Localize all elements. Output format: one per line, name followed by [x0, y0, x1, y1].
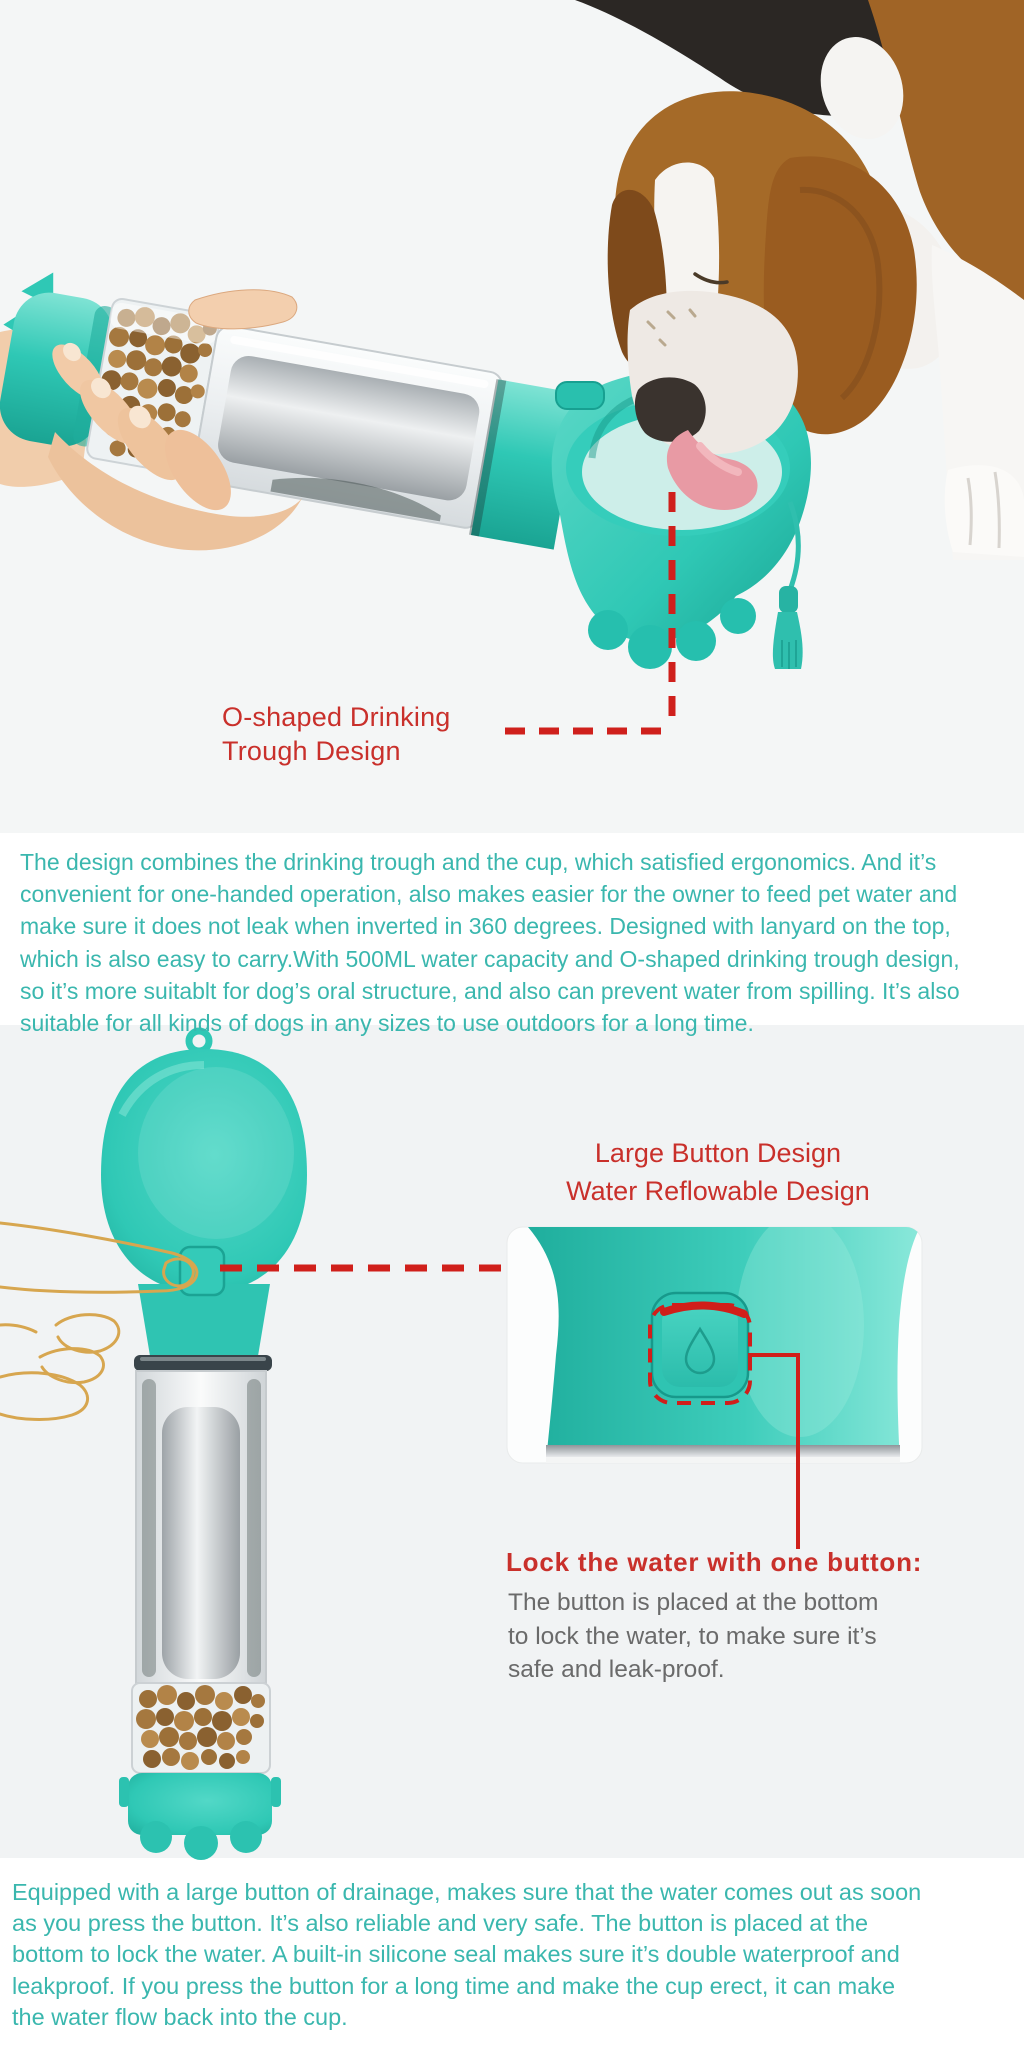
trough-callout-line2: Trough Design	[222, 736, 401, 766]
intro-paragraph	[20, 846, 960, 1039]
holding-hand-and-bottle	[0, 266, 586, 551]
bottom-line: bottom to lock the water. A built-in silicone seal makes sure it’s double waterproof and	[12, 1941, 900, 1968]
feature-heading	[468, 1134, 968, 1210]
trough-callout-line1: O-shaped Drinking	[222, 702, 451, 732]
intro-line: The design combines the drinking trough and the cup, which satisfied ergonomics. And it’s	[20, 849, 937, 875]
bottom-line: leakproof. If you press the button for a long time and make the cup erect, it can make	[12, 1972, 896, 1999]
dog-nose	[635, 377, 706, 441]
intro-line: so it’s more suitablt for dog’s oral structure, and also can prevent water from spilling. It’s also	[20, 977, 960, 1004]
intro-line: convenient for one-handed operation, also makes easier for the owner to feed pet water and	[20, 881, 958, 908]
bottom-paragraph	[12, 1877, 921, 2033]
intro-line: make sure it does not leak when inverted in 360 degrees. Designed with lanyard on the top,	[20, 913, 951, 940]
lock-callout-body	[508, 1586, 878, 1687]
intro-line: suitable for all kinds of dogs in any sizes to use outdoors for a long time.	[20, 1010, 754, 1037]
lock-body-line: The button is placed at the bottom	[508, 1589, 879, 1616]
drinking-trough	[552, 291, 811, 669]
trough-side-button	[556, 382, 604, 409]
trough-callout	[222, 700, 451, 768]
bottom-line: as you press the button. It’s also reliable and very safe. The button is placed at the	[12, 1910, 869, 1937]
feature-heading-line1: Large Button Design	[594, 1138, 842, 1168]
feature-heading-line2: Water Reflowable Design	[566, 1176, 870, 1206]
top-photo-art	[0, 0, 1024, 833]
lock-body-line: to lock the water, to make sure it’s	[508, 1622, 877, 1650]
lock-body-line: safe and leak-proof.	[508, 1656, 725, 1683]
zoom-inset-card	[507, 1213, 922, 1465]
bottle-upright	[101, 1031, 307, 1860]
bottom-line: Equipped with a large button of drainage, makes sure that the water comes out as soon	[12, 1879, 922, 1905]
intro-line: which is also easy to carry.With 500ML water capacity and O-shaped drinking trough design,	[20, 945, 960, 972]
drain-button	[180, 1247, 224, 1295]
bottom-line: the water flow back into the cup.	[12, 2003, 348, 2030]
lock-callout-heading: Lock the water with one button:	[506, 1547, 923, 1577]
inner-cup	[162, 1407, 240, 1679]
